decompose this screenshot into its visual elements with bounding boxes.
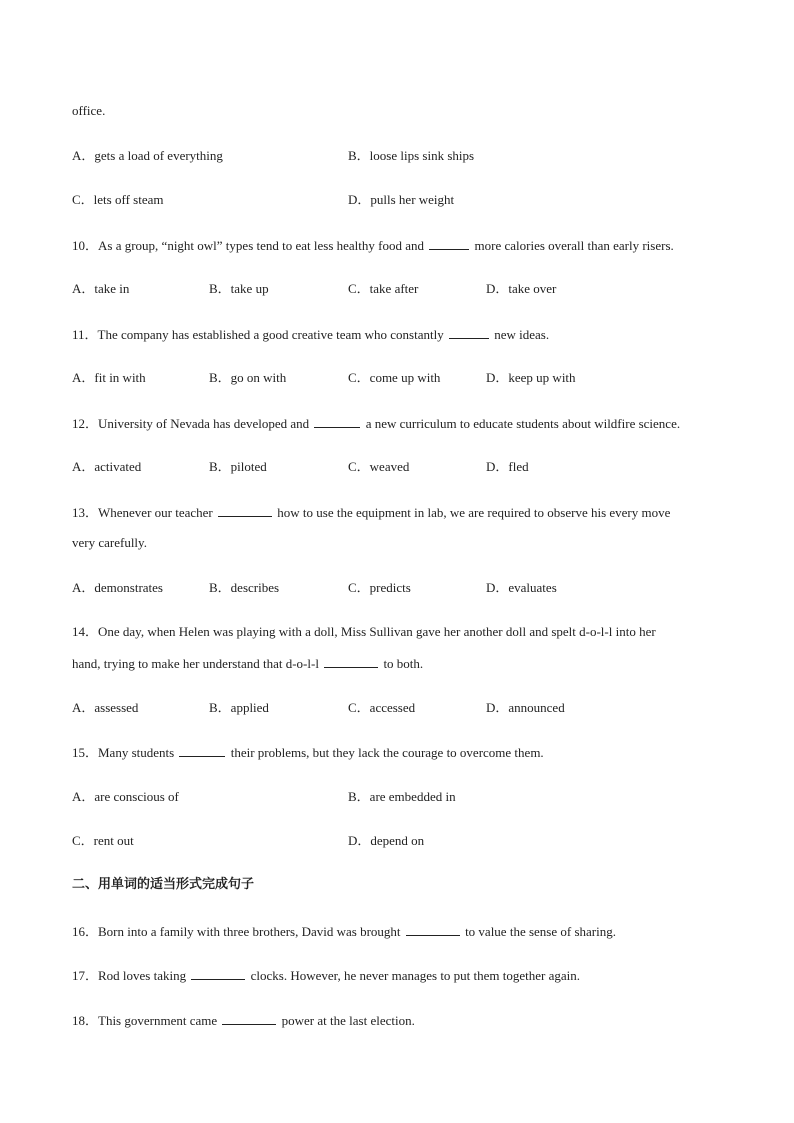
q12-answer-blank[interactable] xyxy=(314,415,360,428)
q14-option-d[interactable]: D．announced xyxy=(486,700,565,715)
q16-stem xyxy=(72,923,616,940)
q16-answer-blank[interactable] xyxy=(406,923,460,936)
q12-stem-pre: 12．University of Nevada has developed and xyxy=(72,416,310,431)
q11-stem-post: new ideas. xyxy=(494,327,550,342)
q17-stem-pre: 17．Rod loves taking xyxy=(72,968,187,983)
q14-stem-line2 xyxy=(72,655,423,672)
q13-answer-blank[interactable] xyxy=(218,504,272,517)
q9-continuation: office. xyxy=(72,103,106,118)
q17-stem xyxy=(72,967,580,984)
q15-stem-pre: 15．Many students xyxy=(72,745,175,760)
q12-stem xyxy=(72,415,680,432)
q10-option-a[interactable]: A．take in xyxy=(72,281,130,296)
q14-stem-pre: hand, trying to make her understand that d-o-l-l xyxy=(72,656,319,671)
q11-stem xyxy=(72,326,549,343)
q15-stem-post: their problems, but they lack the courage to overcome them. xyxy=(230,745,544,760)
q13-stem-line2: very carefully. xyxy=(72,535,147,550)
q11-stem-pre: 11．The company has established a good creative team who constantly xyxy=(72,327,444,342)
q12-option-a[interactable]: A．activated xyxy=(72,459,142,474)
q10-answer-blank[interactable] xyxy=(429,237,469,250)
q14-stem-line1: 14．One day, when Helen was playing with a doll, Miss Sullivan gave her another doll and spelt d-o-l-l into her xyxy=(72,624,656,639)
q10-stem-post: more calories overall than early risers. xyxy=(474,238,674,253)
q14-option-b[interactable]: B．applied xyxy=(209,700,269,715)
q13-option-d[interactable]: D．evaluates xyxy=(486,580,557,595)
q14-option-c[interactable]: C．accessed xyxy=(348,700,416,715)
q15-option-d[interactable]: D．depend on xyxy=(348,833,425,848)
q18-stem xyxy=(72,1012,415,1029)
section-heading: 二、用单词的适当形式完成句子 xyxy=(72,877,255,892)
q15-answer-blank[interactable] xyxy=(179,744,225,757)
q10-option-c[interactable]: C．take after xyxy=(348,281,419,296)
q13-stem-post: how to use the equipment in lab, we are required to observe his every move xyxy=(277,505,671,520)
q12-option-d[interactable]: D．fled xyxy=(486,459,529,474)
q17-answer-blank[interactable] xyxy=(191,967,245,980)
q18-stem-pre: 18．This government came xyxy=(72,1013,218,1028)
q11-option-b[interactable]: B．go on with xyxy=(209,370,287,385)
q11-answer-blank[interactable] xyxy=(449,326,489,339)
q17-stem-post: clocks. However, he never manages to put them together again. xyxy=(250,968,581,983)
q10-stem xyxy=(72,237,674,254)
q15-option-a[interactable]: A．are conscious of xyxy=(72,789,179,804)
q18-stem-post: power at the last election. xyxy=(281,1013,415,1028)
q11-option-c[interactable]: C．come up with xyxy=(348,370,441,385)
q15-option-c[interactable]: C．rent out xyxy=(72,833,134,848)
q13-stem-pre: 13．Whenever our teacher xyxy=(72,505,213,520)
q10-option-b[interactable]: B．take up xyxy=(209,281,269,296)
q13-option-b[interactable]: B．describes xyxy=(209,580,280,595)
q9-option-d[interactable]: D．pulls her weight xyxy=(348,192,455,207)
q16-stem-post: to value the sense of sharing. xyxy=(465,924,616,939)
q9-option-b[interactable]: B．loose lips sink ships xyxy=(348,148,475,163)
q12-option-b[interactable]: B．piloted xyxy=(209,459,267,474)
q12-option-c[interactable]: C．weaved xyxy=(348,459,410,474)
q11-option-a[interactable]: A．fit in with xyxy=(72,370,146,385)
q14-option-a[interactable]: A．assessed xyxy=(72,700,139,715)
q9-option-a[interactable]: A．gets a load of everything xyxy=(72,148,223,163)
q15-stem xyxy=(72,744,544,761)
q11-option-d[interactable]: D．keep up with xyxy=(486,370,576,385)
q12-stem-post: a new curriculum to educate students about wildfire science. xyxy=(365,416,681,431)
q10-stem-pre: 10．As a group, “night owl” types tend to eat less healthy food and xyxy=(72,238,425,253)
q14-stem-post: to both. xyxy=(383,656,424,671)
q18-answer-blank[interactable] xyxy=(222,1012,276,1025)
q10-option-d[interactable]: D．take over xyxy=(486,281,557,296)
q15-option-b[interactable]: B．are embedded in xyxy=(348,789,456,804)
q13-stem xyxy=(72,504,670,521)
q13-option-a[interactable]: A．demonstrates xyxy=(72,580,163,595)
q14-answer-blank[interactable] xyxy=(324,655,378,668)
q9-option-c[interactable]: C．lets off steam xyxy=(72,192,164,207)
q13-option-c[interactable]: C．predicts xyxy=(348,580,411,595)
q16-stem-pre: 16．Born into a family with three brothers, David was brought xyxy=(72,924,401,939)
